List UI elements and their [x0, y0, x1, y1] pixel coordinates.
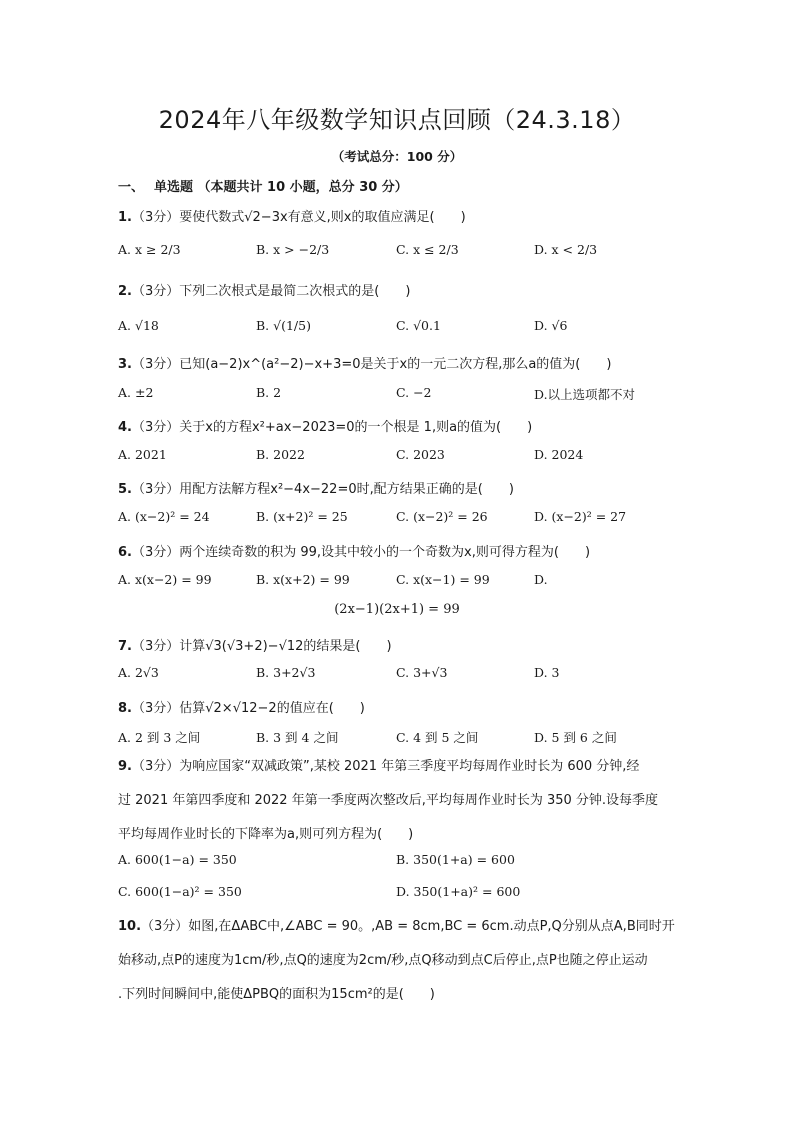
question-7 [118, 635, 392, 654]
question-9 [118, 750, 678, 852]
question-6 [118, 541, 590, 560]
option-b: B. (x+2)² = 25 [256, 509, 348, 524]
question-text-line: 平均每周作业时长的下降率为a,则可列方程为( ) [118, 827, 414, 842]
question-text: （3分）两个连续奇数的积为 99,设其中较小的一个奇数为x,则可得方程为( ) [131, 545, 591, 560]
option-d: D. 2024 [534, 447, 584, 462]
option-d: D. [534, 572, 548, 587]
question-text-line: 10.（3分）如图,在ΔABC中,∠ABC = 90。,AB = 8cm,BC = 6cm.动点P,Q分别从点A,B同时开 [118, 919, 675, 934]
question-number: 6. [118, 545, 132, 560]
page-title: 2024年八年级数学知识点回顾（24.3.18） [158, 106, 636, 134]
options-row-q1 [118, 242, 678, 264]
question-number: 8. [118, 701, 132, 716]
options-row-q3 [118, 385, 678, 407]
options-row-q9-a [118, 852, 678, 874]
option-c: C. 3+√3 [396, 665, 448, 680]
options-row-q8 [118, 728, 678, 750]
question-5 [118, 478, 514, 497]
options-row-q2 [118, 318, 678, 340]
options-row-q6 [118, 572, 678, 594]
question-number: 3. [118, 357, 132, 372]
question-number: 9. [118, 759, 132, 774]
options-row-q4 [118, 447, 678, 469]
option-a: A. √18 [118, 318, 159, 333]
question-text-line: .下列时间瞬间中,能使ΔPBQ的面积为15cm²的是( ) [118, 987, 435, 1002]
question-number: 4. [118, 420, 132, 435]
question-text-line: 过 2021 年第四季度和 2022 年第一季度两次整改后,平均每周作业时长为 350 分钟.设每季度 [118, 793, 659, 808]
question-text: （3分）已知(a−2)x^(a²−2)−x+3=0是关于x的一元二次方程,那么a的值为( ) [131, 357, 612, 372]
question-text: （3分）下列二次根式是最简二次根式的是( ) [131, 284, 411, 299]
page-subtitle: （考试总分：100 分） [331, 149, 463, 164]
section-number: 一、 [118, 180, 145, 195]
question-text: （3分）要使代数式√2−3x有意义,则x的取值应满足( ) [131, 210, 466, 225]
option-b: B. x(x+2) = 99 [256, 572, 350, 587]
option-d: D. 3 [534, 665, 560, 680]
question-10 [118, 910, 678, 1012]
question-text: （3分）计算√3(√3+2)−√12的结果是( ) [131, 639, 392, 654]
question-number: 5. [118, 482, 132, 497]
question-text: （3分）用配方法解方程x²−4x−22=0时,配方结果正确的是( ) [131, 482, 514, 497]
option-a: A. 2 到 3 之间 [118, 730, 201, 745]
question-number: 7. [118, 639, 132, 654]
options-row-q7 [118, 665, 678, 687]
option-d-continuation: (2x−1)(2x+1) = 99 [334, 602, 460, 617]
option-a: A. 2√3 [118, 665, 159, 680]
option-a: A. x(x−2) = 99 [118, 572, 212, 587]
options-row-q9-b [118, 884, 678, 906]
option-c: C. 2023 [396, 447, 445, 462]
question-number: 2. [118, 284, 132, 299]
option-d: D. x < 2/3 [534, 242, 598, 257]
option-d: D. 350(1+a)² = 600 [396, 884, 521, 899]
option-c: C. −2 [396, 385, 432, 400]
question-text-line: 9.（3分）为响应国家“双减政策”,某校 2021 年第三季度平均每周作业时长为 600 分钟,经 [118, 759, 640, 774]
question-8 [118, 697, 365, 716]
option-c: C. √0.1 [396, 318, 441, 333]
option-d: D. √6 [534, 318, 568, 333]
option-b: B. 2022 [256, 447, 305, 462]
options-row-q5 [118, 509, 678, 531]
option-c: C. x(x−1) = 99 [396, 572, 490, 587]
option-a: A. x ≥ 2/3 [118, 242, 181, 257]
option-b: B. x > −2/3 [256, 242, 330, 257]
question-1 [118, 206, 466, 225]
question-2 [118, 280, 410, 299]
option-a: A. 2021 [118, 447, 167, 462]
option-c: C. x ≤ 2/3 [396, 242, 459, 257]
option-d: D.以上选项都不对 [534, 387, 636, 402]
section-label: 单选题 （本题共计 10 小题，总分 30 分） [154, 180, 408, 195]
option-c: C. (x−2)² = 26 [396, 509, 488, 524]
option-a: A. 600(1−a) = 350 [118, 852, 237, 867]
option-d: D. 5 到 6 之间 [534, 730, 617, 745]
question-text: （3分）估算√2×√12−2的值应在( ) [131, 701, 365, 716]
question-4 [118, 416, 532, 435]
section-heading [118, 176, 408, 195]
question-number: 10. [118, 919, 142, 934]
option-b: B. 350(1+a) = 600 [396, 852, 515, 867]
question-text-line: 始移动,点P的速度为1cm/秒,点Q的速度为2cm/秒,点Q移动到点C后停止,点P也随之停止运动 [118, 953, 648, 968]
option-b: B. 3 到 4 之间 [256, 730, 339, 745]
option-a: A. (x−2)² = 24 [118, 509, 210, 524]
option-a: A. ±2 [118, 385, 154, 400]
option-b: B. 3+2√3 [256, 665, 316, 680]
option-c: C. 600(1−a)² = 350 [118, 884, 242, 899]
question-number: 1. [118, 210, 132, 225]
option-d: D. (x−2)² = 27 [534, 509, 627, 524]
option-b: B. √(1/5) [256, 318, 311, 333]
option-c: C. 4 到 5 之间 [396, 730, 479, 745]
question-3 [118, 353, 611, 372]
option-b: B. 2 [256, 385, 282, 400]
question-text: （3分）关于x的方程x²+ax−2023=0的一个根是 1,则a的值为( ) [131, 420, 533, 435]
